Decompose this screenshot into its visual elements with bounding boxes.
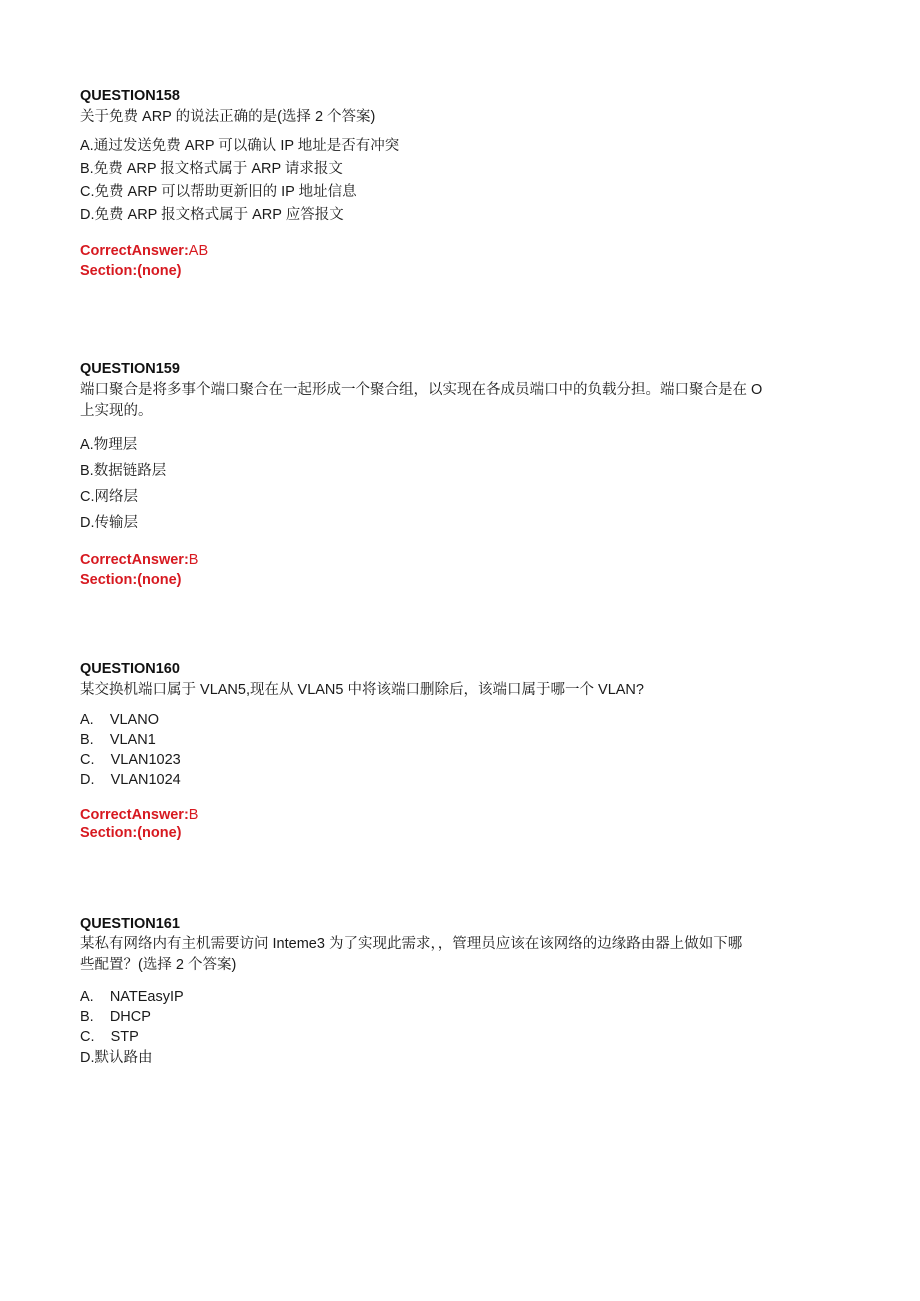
correct-answer-label: CorrectAnswer: (80, 243, 189, 259)
option-b: B.免费 ARP 报文格式属于 ARP 请求报文 (80, 161, 343, 177)
question-161 (80, 915, 820, 1069)
option-a: A.物理层 (80, 437, 138, 453)
options-list (80, 710, 820, 790)
correct-answer-label: CorrectAnswer: (80, 807, 189, 823)
option-c: C. STP (80, 1029, 139, 1045)
question-text-line-2: 些配置？(选择 2 个答案) (80, 957, 237, 973)
question-160 (80, 660, 820, 842)
options-list (80, 432, 820, 536)
option-a: A. NATEasyIP (80, 989, 184, 1005)
option-d: D.默认路由 (80, 1050, 153, 1066)
option-d: D.免费 ARP 报文格式属于 ARP 应答报文 (80, 207, 344, 223)
question-text: 某交换机端口属于 VLAN5,现在从 VLAN5 中将该端口删除后，该端口属于哪一个 VLAN? (80, 682, 644, 698)
option-d: D. VLAN1024 (80, 772, 181, 788)
answer-block (80, 241, 820, 281)
options-list (80, 987, 820, 1069)
section-label: Section:(none) (80, 572, 182, 588)
section-label: Section:(none) (80, 263, 182, 279)
correct-answer-value: B (188, 807, 199, 823)
question-title: QUESTION161 (80, 916, 180, 932)
question-text-line-1: 端口聚合是将多事个端口聚合在一起形成一个聚合组，以实现在各成员端口中的负载分担。端口聚合是在 O (80, 382, 763, 398)
correct-answer (80, 241, 820, 261)
question-159 (80, 360, 820, 590)
question-text: 关于免费 ARP 的说法正确的是(选择 2 个答案) (80, 109, 376, 125)
option-b: B. DHCP (80, 1009, 151, 1025)
option-b: B.数据链路层 (80, 463, 167, 479)
option-d: D.传输层 (80, 515, 138, 531)
option-a: A. VLANO (80, 712, 159, 728)
answer-block (80, 550, 820, 590)
option-c: C.网络层 (80, 489, 138, 505)
option-b: B. VLAN1 (80, 732, 156, 748)
options-list (80, 135, 820, 227)
option-a: A.通过发送免费 ARP 可以确认 IP 地址是否有冲突 (80, 138, 400, 154)
question-text-line-2: 上实现的。 (80, 403, 153, 419)
question-158 (80, 87, 820, 281)
option-c: C. VLAN1023 (80, 752, 181, 768)
correct-answer (80, 550, 820, 570)
question-text-line-1: 某私有网络内有主机需要访问 Inteme3 为了实现此需求，，管理员应该在该网络的边缘路由器上做如下哪 (80, 936, 743, 952)
answer-block (80, 806, 820, 842)
correct-answer-value: AB (188, 243, 209, 259)
section-label: Section:(none) (80, 825, 182, 841)
option-c: C.免费 ARP 可以帮助更新旧的 IP 地址信息 (80, 184, 357, 200)
question-title: QUESTION159 (80, 361, 180, 377)
correct-answer-value: B (188, 552, 199, 568)
question-title: QUESTION160 (80, 661, 180, 677)
question-title: QUESTION158 (80, 88, 180, 104)
correct-answer-label: CorrectAnswer: (80, 552, 189, 568)
correct-answer (80, 806, 820, 824)
